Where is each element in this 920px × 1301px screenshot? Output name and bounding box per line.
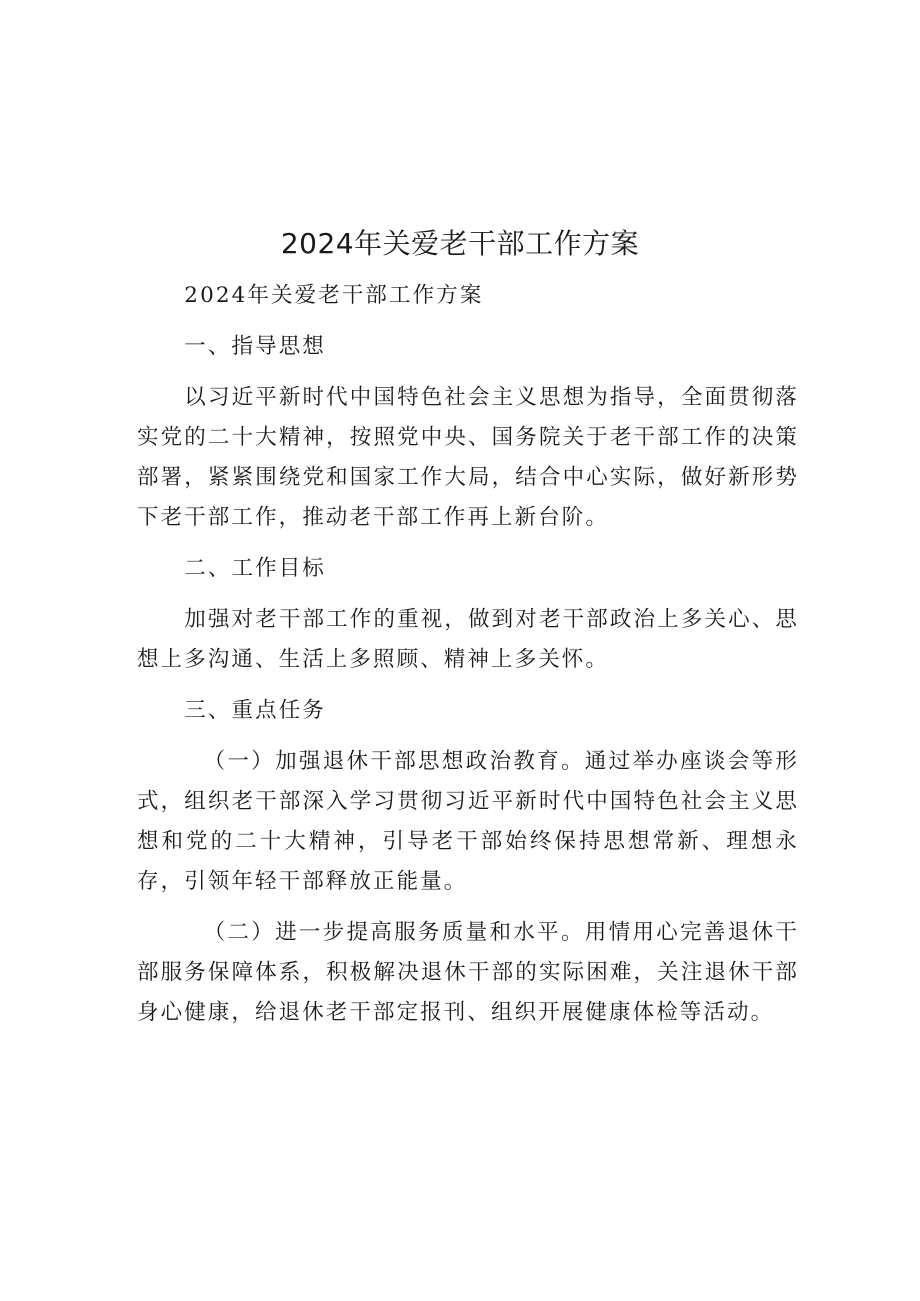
paragraph-task-1: （一）加强退休干部思想政治教育。通过举办座谈会等形式，组织老干部深入学习贯彻习近平新时代中国特色社会主义思想和党的二十大精神，引导老干部始终保持思想常新、理想永存，引领年轻干部释放正能量。 xyxy=(137,749,799,894)
section-heading-key-tasks: 三、重点任务 xyxy=(184,698,326,723)
paragraph-work-goals: 加强对老干部工作的重视，做到对老干部政治上多关心、思想上多沟通、生活上多照顾、精神上多关怀。 xyxy=(137,607,799,672)
paragraph-guiding-ideology: 以习近平新时代中国特色社会主义思想为指导，全面贯彻落实党的二十大精神，按照党中央、国务院关于老干部工作的决策部署，紧紧围绕党和国家工作大局，结合中心实际，做好新形势下老干部工作，推动老干部工作再上新台阶。 xyxy=(137,385,799,530)
section-heading-guiding-ideology: 一、指导思想 xyxy=(184,334,326,359)
paragraph-task-2: （二）进一步提高服务质量和水平。用情用心完善退休干部服务保障体系，积极解决退休干部的实际困难，关注退休干部身心健康，给退休老干部定报刊、组织开展健康体检等活动。 xyxy=(137,920,799,1025)
document-body xyxy=(137,276,799,1044)
subtitle-paragraph: 2024年关爱老干部工作方案 xyxy=(184,283,484,308)
section-heading-work-goals: 二、工作目标 xyxy=(184,556,326,581)
document-title: 2024年关爱老干部工作方案 xyxy=(280,227,640,260)
